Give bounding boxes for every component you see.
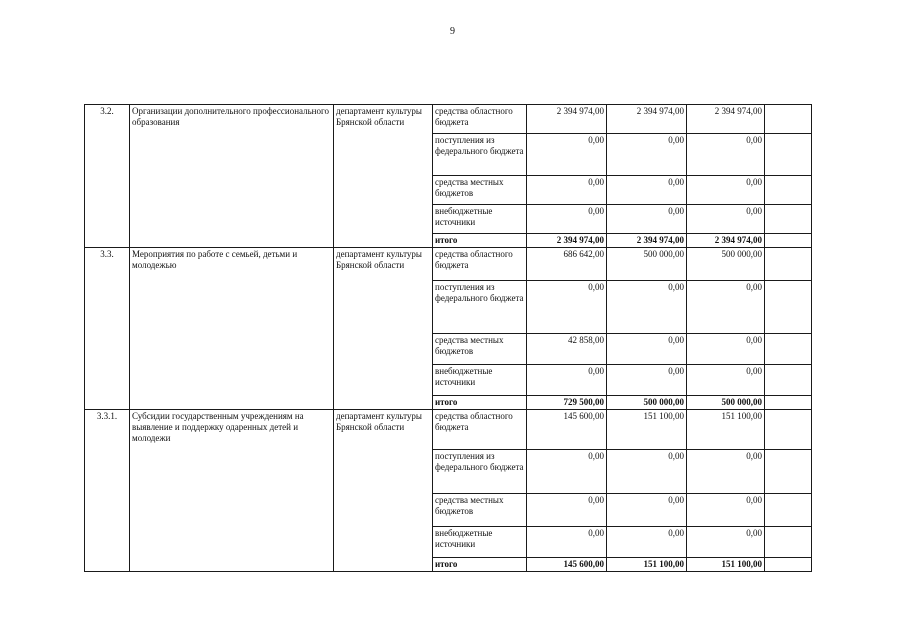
table-row <box>85 248 812 281</box>
total-amount: 729 500,00 <box>527 396 607 410</box>
amount-cell: 0,00 <box>527 450 607 494</box>
total-amount: 2 394 974,00 <box>607 234 687 248</box>
amount-cell: 0,00 <box>607 450 687 494</box>
amount-cell: 0,00 <box>607 176 687 205</box>
empty-cell <box>765 105 812 134</box>
amount-cell: 0,00 <box>687 527 765 558</box>
amount-cell: 2 394 974,00 <box>687 105 765 134</box>
amount-cell: 0,00 <box>527 527 607 558</box>
amount-cell: 145 600,00 <box>527 410 607 450</box>
amount-cell: 500 000,00 <box>607 248 687 281</box>
empty-cell <box>765 365 812 396</box>
item-executor: департамент культуры Брянской области <box>334 105 433 248</box>
empty-cell <box>765 410 812 450</box>
empty-cell <box>765 450 812 494</box>
amount-cell: 686 642,00 <box>527 248 607 281</box>
amount-cell: 151 100,00 <box>687 410 765 450</box>
amount-cell: 0,00 <box>687 176 765 205</box>
empty-cell <box>765 281 812 334</box>
amount-cell: 500 000,00 <box>687 248 765 281</box>
total-amount: 500 000,00 <box>687 396 765 410</box>
item-number: 3.3. <box>85 248 130 410</box>
funding-source: средства местных бюджетов <box>433 334 527 365</box>
amount-cell: 0,00 <box>607 527 687 558</box>
table-row <box>85 105 812 134</box>
amount-cell: 0,00 <box>687 134 765 176</box>
funding-source: поступления из федерального бюджета <box>433 281 527 334</box>
amount-cell: 0,00 <box>527 281 607 334</box>
empty-cell <box>765 234 812 248</box>
table-row <box>85 410 812 450</box>
amount-cell: 151 100,00 <box>607 410 687 450</box>
item-executor: департамент культуры Брянской области <box>334 410 433 572</box>
amount-cell: 0,00 <box>687 281 765 334</box>
amount-cell: 2 394 974,00 <box>607 105 687 134</box>
amount-cell: 0,00 <box>527 494 607 527</box>
total-amount: 145 600,00 <box>527 558 607 572</box>
empty-cell <box>765 248 812 281</box>
item-name: Организации дополнительного профессионального образования <box>130 105 334 248</box>
total-amount: 2 394 974,00 <box>527 234 607 248</box>
amount-cell: 0,00 <box>527 134 607 176</box>
empty-cell <box>765 334 812 365</box>
item-executor: департамент культуры Брянской области <box>334 248 433 410</box>
empty-cell <box>765 396 812 410</box>
amount-cell: 0,00 <box>687 334 765 365</box>
item-number: 3.3.1. <box>85 410 130 572</box>
amount-cell: 0,00 <box>607 494 687 527</box>
total-label: итого <box>433 234 527 248</box>
item-name: Мероприятия по работе с семьей, детьми и молодежью <box>130 248 334 410</box>
funding-source: средства местных бюджетов <box>433 494 527 527</box>
amount-cell: 0,00 <box>607 365 687 396</box>
amount-cell: 0,00 <box>527 365 607 396</box>
amount-cell: 0,00 <box>607 281 687 334</box>
item-number: 3.2. <box>85 105 130 248</box>
amount-cell: 0,00 <box>607 334 687 365</box>
total-label: итого <box>433 396 527 410</box>
total-amount: 500 000,00 <box>607 396 687 410</box>
amount-cell: 0,00 <box>607 134 687 176</box>
amount-cell: 0,00 <box>607 205 687 234</box>
empty-cell <box>765 558 812 572</box>
amount-cell: 0,00 <box>527 205 607 234</box>
amount-cell: 0,00 <box>527 176 607 205</box>
empty-cell <box>765 134 812 176</box>
amount-cell: 0,00 <box>687 494 765 527</box>
amount-cell: 0,00 <box>687 205 765 234</box>
empty-cell <box>765 205 812 234</box>
total-amount: 151 100,00 <box>687 558 765 572</box>
total-label: итого <box>433 558 527 572</box>
funding-source: средства областного бюджета <box>433 248 527 281</box>
amount-cell: 2 394 974,00 <box>527 105 607 134</box>
total-amount: 151 100,00 <box>607 558 687 572</box>
funding-source: поступления из федерального бюджета <box>433 450 527 494</box>
funding-source: средства областного бюджета <box>433 410 527 450</box>
empty-cell <box>765 527 812 558</box>
page-number: 9 <box>450 26 455 37</box>
funding-source: средства областного бюджета <box>433 105 527 134</box>
empty-cell <box>765 494 812 527</box>
funding-source: внебюджетные источники <box>433 365 527 396</box>
empty-cell <box>765 176 812 205</box>
funding-source: средства местных бюджетов <box>433 176 527 205</box>
total-amount: 2 394 974,00 <box>687 234 765 248</box>
item-name: Субсидии государственным учреждениям на выявление и поддержку одаренных детей и молодежи <box>130 410 334 572</box>
amount-cell: 42 858,00 <box>527 334 607 365</box>
funding-source: поступления из федерального бюджета <box>433 134 527 176</box>
amount-cell: 0,00 <box>687 450 765 494</box>
budget-table <box>84 104 812 572</box>
amount-cell: 0,00 <box>687 365 765 396</box>
funding-source: внебюджетные источники <box>433 527 527 558</box>
funding-source: внебюджетные источники <box>433 205 527 234</box>
